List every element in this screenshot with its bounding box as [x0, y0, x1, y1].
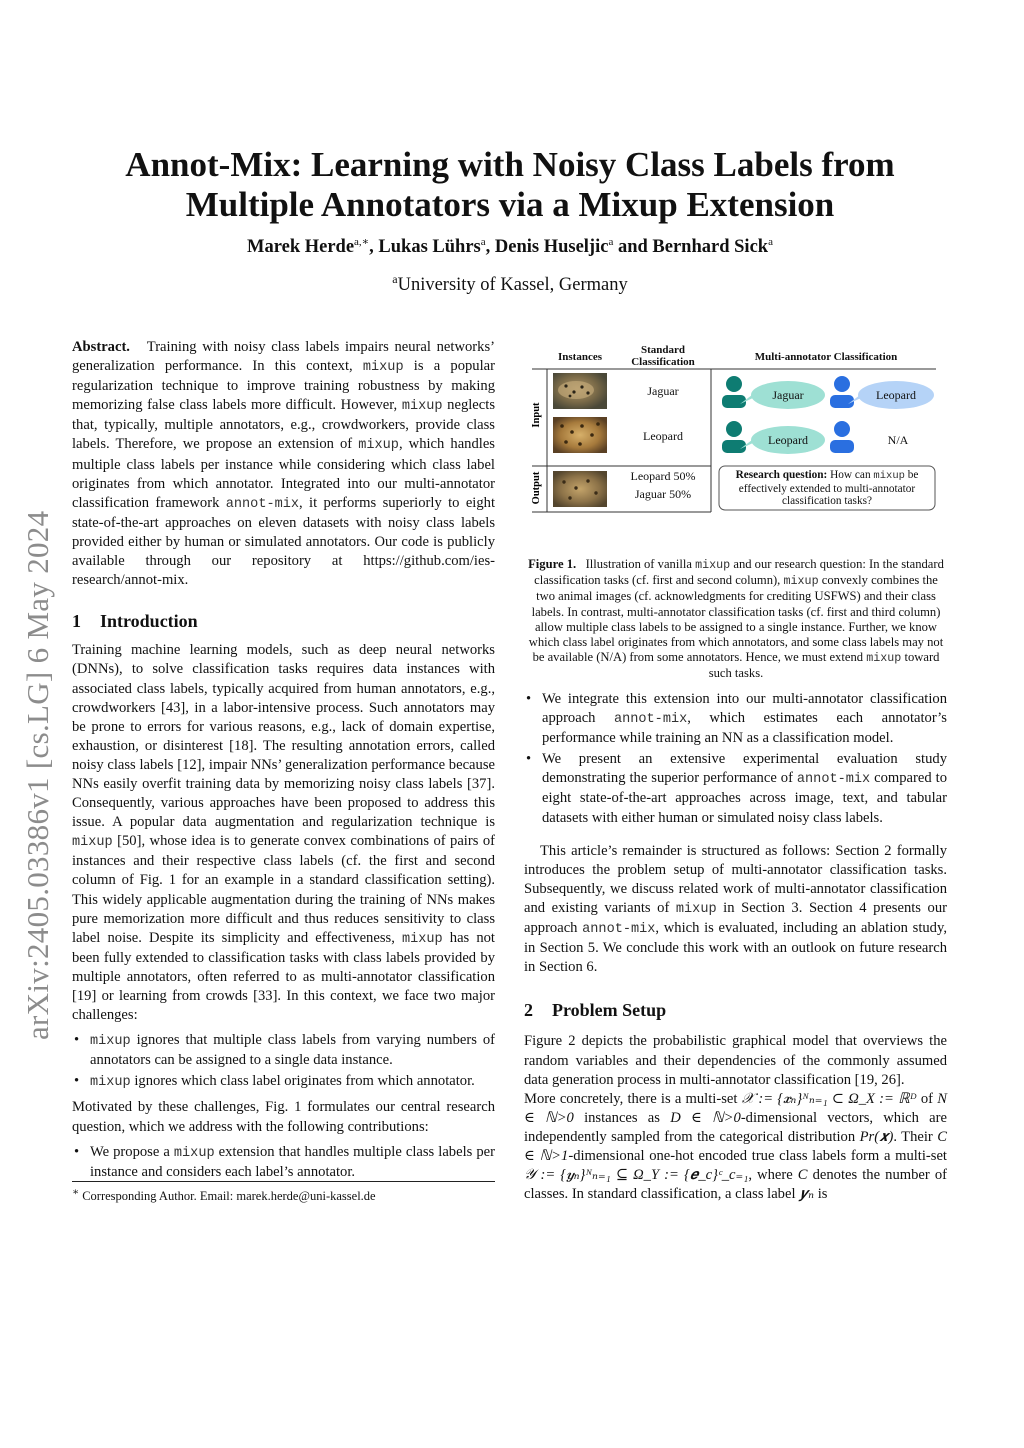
paragraph-text: has not been fully extended to classification tasks with class labels provided by multiple annotators, often referred to as multi-annotator classification [19] or learning from crowds [33]. In this context, we face two major challenges: [72, 929, 495, 1024]
code-annot-mix: annot-mix [225, 496, 300, 512]
bubble-label: Leopard [876, 388, 916, 402]
code-annot-mix: annot-mix [582, 922, 656, 938]
code-mixup: mixup [675, 901, 717, 917]
research-question [724, 469, 930, 508]
paragraph-text: Training machine learning models, such as deep neural networks (DNNs), to solve classification tasks requires data instances with associated class labels, typically acquired from human annotators, e.g., crowdworkers [43], in a labor-intensive process. Such annotators may be prone to errors for various reasons, e.g., lack of domain expertise, exhaustion, or disinterest [18]. The resulting annotation errors, called noisy class labels [12], impair NNs’ generalization performance because NNs easily overfit training data by memorizing noisy class labels [37]. Consequently, various approaches have been proposed to address this issue. A popular data augmentation and regularization technique is [72, 642, 495, 831]
code-mixup: mixup [401, 399, 443, 415]
paragraph-text: in Section 3. Section 4 presents our approach [524, 899, 947, 937]
list-item [72, 1031, 495, 1070]
standard-label: Jaguar [647, 384, 679, 398]
contribution-list [72, 1143, 495, 1182]
right-column [524, 690, 947, 1204]
author-superscript: a [480, 236, 486, 248]
standard-output: Jaguar 50% [634, 487, 692, 501]
paragraph-text: denotes the number of classes. In standard classification, a class label [524, 1167, 947, 1203]
footnote-text: Corresponding Author. Email: marek.herde@uni-kassel.de [82, 1189, 376, 1204]
abstract-text: , which handles multiple class labels per instance while considering which class label originates from which annotator. Integrated into our multi-annotator classification framework [72, 436, 495, 511]
math: 𝒴 := {𝒚ₙ}ᴺₙ₌₁ ⊆ Ω_Y := {𝒆_c}ᶜ_c₌₁ [524, 1167, 749, 1184]
column-header-multi-annotator: Multi-annotator Classification [754, 351, 898, 363]
problem-paragraph [524, 1090, 947, 1205]
section-title: Problem Setup [552, 1000, 667, 1021]
author-list [60, 235, 960, 258]
math: 𝒚ₙ [799, 1186, 815, 1203]
caption-text: and our research question: In the standard classification tasks (cf. first and second column), [534, 557, 944, 588]
code-mixup: mixup [90, 1075, 131, 1091]
outline-paragraph [524, 842, 947, 978]
code-mixup: mixup [873, 470, 905, 482]
list-item-text: We present an extensive experimental evaluation study demonstrating the superior performance of [542, 751, 947, 787]
author-superscript: a [768, 236, 773, 248]
author-superscript: a,∗ [354, 236, 370, 248]
code-mixup: mixup [362, 360, 404, 376]
list-item-text: We integrate this extension into our multi-annotator classification approach [542, 691, 947, 727]
intro-paragraph [72, 641, 495, 1025]
paragraph-text: is [814, 1186, 828, 1203]
paragraph-text: More concretely, there is a multi-set [524, 1090, 742, 1107]
mixed-image [553, 471, 607, 507]
title-line-1: Annot-Mix: Learning with Noisy Class Labels from [125, 145, 895, 184]
code-mixup: mixup [866, 651, 902, 666]
bubble-label: Leopard [768, 433, 808, 447]
section-heading-introduction [72, 612, 495, 631]
list-item [72, 1143, 495, 1182]
list-item [72, 1072, 495, 1092]
list-item-text: , which estimates each annotator’s performance while training an NN as a classification model. [542, 710, 947, 747]
caption-text: Illustration of vanilla [576, 557, 696, 571]
code-mixup: mixup [173, 1145, 215, 1161]
paragraph-text: [50], whose idea is to generate convex combinations of pairs of instances and their respective class labels (cf. the first and second column of Fig. 1 for an example in a standard classification setting). This widely applicable augmentation during the training of NNs makes pure memorization more difficult and thus reduces sensitivity to class label noise. Despite its simplicity and effectiveness, [72, 833, 495, 946]
caption-label: Figure 1. [528, 557, 577, 571]
paragraph-text: , which is evaluated, including an ablation study, in Section 5. We conclude this work with an outlook on future research in Section 6. [524, 920, 947, 976]
list-item [524, 750, 947, 827]
paragraph-text: instances as [573, 1109, 671, 1126]
math: 𝒳 := {𝒙ₙ}ᴺₙ₌₁ ⊂ Ω_X := ℝᴰ [741, 1090, 917, 1107]
abstract-text: , it performs superiorly to eight state-of-the-art approaches on eleven datasets with noisy class labels provided either by human or simulated annotators. Our code is publicly available through our repository at https://github.com/ies-research/annot-mix. [72, 494, 496, 589]
paragraph-text: of [916, 1090, 938, 1107]
figure-1 [526, 340, 940, 515]
code-mixup: mixup [783, 574, 819, 589]
intro-paragraph: Motivated by these challenges, Fig. 1 formulates our central research question, which we address with the following contributions: [72, 1099, 495, 1135]
code-annot-mix: annot-mix [613, 712, 688, 728]
math: N ∈ ℕ>0 [524, 1090, 947, 1126]
row-label-input: Input [531, 402, 542, 428]
research-question-label: Research question: [735, 469, 828, 481]
abstract-text: Training with noisy class labels impairs neural networks’ generalization performance. In this context, [72, 339, 495, 375]
paragraph-text: , where [748, 1167, 798, 1184]
research-question-text: be effectively extended to multi-annotator classification tasks? [738, 469, 919, 508]
list-item-text: ignores which class label originates from which annotator. [130, 1073, 475, 1090]
abstract-text: is a popular regularization technique to improve training robustness by making memorizing false class labels more difficult. However, [72, 358, 495, 414]
affiliation-superscript: a [392, 272, 398, 286]
annotator-icon [830, 376, 854, 453]
code-mixup: mixup [695, 558, 731, 572]
author: Marek Herde [247, 237, 355, 258]
paragraph-text: -dimensional one-hot encoded true class labels form a multi-set [568, 1147, 947, 1164]
jaguar-image [553, 373, 607, 409]
math: C ∈ ℕ>1 [524, 1128, 947, 1164]
contribution-list [524, 690, 947, 828]
paragraph-text: This article’s remainder is structured as follows: Section 2 formally introduces the problem setup of multi-annotator classification tasks. Subsequently, we discuss related work of multi-annotator classification and existing variants of [524, 842, 947, 916]
list-item-text: We propose a [90, 1143, 174, 1160]
author: Bernhard Sick [652, 237, 769, 258]
list-item-text: extension that handles multiple class labels per instance and considers each label’s annotator. [90, 1143, 495, 1180]
caption-text: convexly combines the two animal images (cf. acknowledgments for crediting USFWS) and their class labels. In contrast, multi-annotator classification tasks (cf. first and third column) allow multiple class labels to be assigned to a single instance. Further, we know which class label originates from which annotators, and some class labels may not be available (N/A) from some annotators. Hence, we must extend [528, 573, 944, 665]
standard-output: Leopard 50% [630, 469, 696, 483]
paper-title [60, 145, 960, 225]
math: D ∈ ℕ>0 [670, 1109, 741, 1126]
column-header-instances: Instances [557, 351, 602, 363]
section-number: 2 [524, 1000, 533, 1021]
paragraph-text: . Their [893, 1128, 938, 1145]
code-mixup: mixup [358, 438, 399, 454]
math: C [797, 1167, 808, 1184]
list-item-text: compared to eight state-of-the-art approaches across image, text, and tabular datasets with either human or simulated noisy class labels. [542, 770, 947, 826]
paragraph-text: -dimensional vectors, which are independently sampled from the categorical distribution [524, 1109, 947, 1145]
footnote [72, 1185, 495, 1204]
author-superscript: a [608, 236, 614, 248]
row-label-output: Output [531, 471, 542, 505]
footnote-rule [72, 1181, 495, 1182]
column-header-standard: Standard Classification [631, 344, 695, 368]
footnote-mark: ∗ [72, 1187, 80, 1198]
math: Pr(𝒙) [859, 1128, 894, 1145]
list-item-text: ignores that multiple class labels from varying numbers of annotators can be assigned to a single data instance. [90, 1032, 495, 1069]
author: Denis Huseljic [494, 237, 609, 258]
affiliation-text: University of Kassel, Germany [397, 275, 628, 296]
na-label: N/A [887, 433, 909, 447]
author-separator: and [613, 237, 653, 258]
section-number: 1 [72, 611, 81, 632]
author-separator: , [369, 237, 379, 258]
abstract-text: neglects that, typically, multiple annotators, e.g., crowdworkers, provide class labels. Therefore, we propose an extension of [72, 397, 495, 453]
bubble-label: Jaguar [772, 388, 804, 402]
code-mixup: mixup [72, 835, 113, 851]
affiliation [60, 272, 960, 296]
code-mixup: mixup [401, 931, 443, 947]
code-annot-mix: annot-mix [796, 772, 871, 788]
section-heading-problem-setup [524, 1001, 947, 1020]
code-mixup: mixup [90, 1034, 131, 1050]
abstract [72, 338, 495, 590]
title-line-2: Multiple Annotators via a Mixup Extension [185, 185, 835, 224]
challenge-list [72, 1031, 495, 1092]
section-title: Introduction [100, 611, 198, 632]
annotator-icon [722, 376, 746, 453]
standard-label: Leopard [643, 429, 683, 443]
abstract-label: Abstract. [72, 339, 130, 355]
research-question-text: How can [827, 469, 874, 481]
figure-1-caption [528, 557, 944, 682]
arxiv-identifier: arXiv:2405.03386v1 [cs.LG] 6 May 2024 [20, 510, 55, 1040]
list-item [524, 690, 947, 748]
author-separator: , [485, 237, 495, 258]
problem-paragraph: Figure 2 depicts the probabilistic graphical model that overviews the random variables and their dependencies of the commonly assumed data generation process in multi-annotator classification [19, 26]. [524, 1033, 947, 1088]
caption-text: toward such tasks. [708, 650, 940, 681]
left-column [72, 338, 495, 1184]
author: Lukas Lührs [378, 237, 481, 258]
leopard-image [553, 417, 607, 453]
